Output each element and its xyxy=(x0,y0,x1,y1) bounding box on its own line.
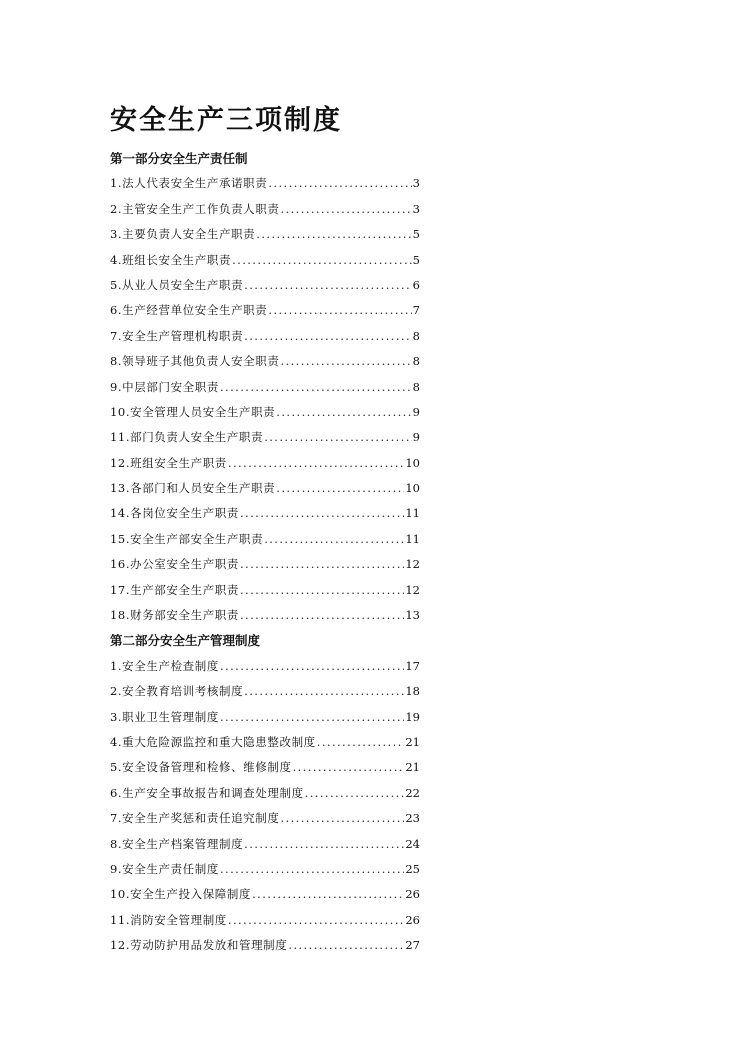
toc-entry[interactable] xyxy=(110,222,420,247)
toc-page-number: 8 xyxy=(412,328,420,343)
toc-page-number: 17 xyxy=(405,658,420,673)
dot-leader xyxy=(240,552,404,577)
dot-leader xyxy=(280,349,411,374)
toc-entry-title: 4.班组长安全生产职责 xyxy=(110,252,232,267)
dot-leader xyxy=(268,298,411,323)
dot-leader xyxy=(244,273,412,298)
dot-leader xyxy=(220,705,404,730)
toc-entry[interactable] xyxy=(110,679,420,704)
dot-leader xyxy=(252,882,404,907)
dot-leader xyxy=(228,451,404,476)
toc-entry[interactable] xyxy=(110,501,420,526)
toc-page-number: 3 xyxy=(412,176,420,191)
toc-entry[interactable] xyxy=(110,578,420,603)
dot-leader xyxy=(288,933,404,958)
toc-entry-title: 8.领导班子其他负责人安全职责 xyxy=(110,354,280,369)
toc-entry-title: 11.消防安全管理制度 xyxy=(110,912,227,927)
toc-entry-title: 7.安全生产管理机构职责 xyxy=(110,328,244,343)
toc-entry[interactable] xyxy=(110,349,420,374)
toc-entry-title: 15.安全生产部安全生产职责 xyxy=(110,531,264,546)
dot-leader xyxy=(264,527,404,552)
toc-page-number: 12 xyxy=(405,557,420,572)
toc-entry-title: 11.部门负责人安全生产职责 xyxy=(110,430,264,445)
toc-entry[interactable] xyxy=(110,552,420,577)
toc-entry[interactable] xyxy=(110,806,420,831)
toc-page-number: 21 xyxy=(405,734,420,749)
toc-entry-title: 4.重大危险源监控和重大隐患整改制度 xyxy=(110,734,316,749)
dot-leader xyxy=(276,400,411,425)
dot-leader xyxy=(280,197,411,222)
toc-page-number: 12 xyxy=(405,582,420,597)
toc-page-number: 27 xyxy=(405,938,420,953)
toc-page-number: 5 xyxy=(412,227,420,242)
toc-entry-title: 1.法人代表安全生产承诺职责 xyxy=(110,176,268,191)
dot-leader xyxy=(256,222,411,247)
toc-entry-title: 16.办公室安全生产职责 xyxy=(110,557,239,572)
toc-entry-title: 6.生产安全事故报告和调查处理制度 xyxy=(110,785,304,800)
toc-entry[interactable] xyxy=(110,298,420,323)
toc-entry[interactable] xyxy=(110,705,420,730)
dot-leader xyxy=(240,501,404,526)
toc-entry-title: 14.各岗位安全生产职责 xyxy=(110,506,239,521)
dot-leader xyxy=(276,476,404,501)
dot-leader xyxy=(228,908,404,933)
toc-entry[interactable] xyxy=(110,248,420,273)
toc-page-number: 6 xyxy=(412,277,420,292)
toc-entry[interactable] xyxy=(110,273,420,298)
toc-page-number: 18 xyxy=(405,684,420,699)
toc-page-number: 11 xyxy=(405,506,420,521)
toc-page-number: 23 xyxy=(405,811,420,826)
toc-page-number: 26 xyxy=(405,912,420,927)
toc-entry[interactable] xyxy=(110,755,420,780)
toc-page-number: 19 xyxy=(405,709,420,724)
toc-page-number: 26 xyxy=(405,887,420,902)
toc-section-heading: 第一部分安全生产责任制 xyxy=(110,151,248,166)
toc-entry[interactable] xyxy=(110,654,420,679)
table-of-contents xyxy=(110,146,420,959)
dot-leader xyxy=(268,171,411,196)
toc-page-number: 8 xyxy=(412,354,420,369)
toc-page-number: 11 xyxy=(405,531,420,546)
toc-entry[interactable] xyxy=(110,171,420,196)
toc-page-number: 21 xyxy=(405,760,420,775)
toc-entry-title: 12.班组安全生产职责 xyxy=(110,455,227,470)
toc-entry[interactable] xyxy=(110,451,420,476)
toc-entry-title: 9.安全生产责任制度 xyxy=(110,861,219,876)
toc-section-heading: 第二部分安全生产管理制度 xyxy=(110,633,261,649)
toc-entry[interactable] xyxy=(110,933,420,958)
toc-entry-title: 2.安全教育培训考核制度 xyxy=(110,684,244,699)
toc-entry[interactable] xyxy=(110,781,420,806)
toc-entry[interactable] xyxy=(110,476,420,501)
toc-page-number: 9 xyxy=(412,430,420,445)
toc-page-number: 10 xyxy=(405,455,420,470)
toc-page-number: 10 xyxy=(405,481,420,496)
toc-entry-title: 8.安全生产档案管理制度 xyxy=(110,836,244,851)
toc-entry-title: 12.劳动防护用品发放和管理制度 xyxy=(110,938,288,953)
toc-entry[interactable] xyxy=(110,324,420,349)
toc-entry[interactable] xyxy=(110,730,420,755)
toc-entry[interactable] xyxy=(110,832,420,857)
toc-entry-title: 18.财务部安全生产职责 xyxy=(110,608,239,623)
toc-entry-title: 13.各部门和人员安全生产职责 xyxy=(110,481,276,496)
dot-leader xyxy=(280,806,404,831)
toc-entry-title: 17.生产部安全生产职责 xyxy=(110,582,239,597)
toc-page-number: 24 xyxy=(405,836,420,851)
toc-entry[interactable] xyxy=(110,882,420,907)
dot-leader xyxy=(293,755,405,780)
toc-page-number: 9 xyxy=(412,404,420,419)
toc-page-number: 8 xyxy=(412,379,420,394)
document-title: 安全生产三项制度 xyxy=(110,105,342,136)
dot-leader xyxy=(220,857,404,882)
toc-entry[interactable] xyxy=(110,197,420,222)
dot-leader xyxy=(220,375,412,400)
toc-entry-title: 3.主要负责人安全生产职责 xyxy=(110,227,256,242)
toc-entry[interactable] xyxy=(110,375,420,400)
toc-entry-title: 6.生产经营单位安全生产职责 xyxy=(110,303,268,318)
dot-leader xyxy=(240,578,404,603)
toc-page-number: 7 xyxy=(412,303,420,318)
dot-leader xyxy=(232,248,412,273)
dot-leader xyxy=(244,324,412,349)
toc-entry-title: 5.安全设备管理和检修、维修制度 xyxy=(110,760,292,775)
toc-entry[interactable] xyxy=(110,400,420,425)
toc-entry-title: 2.主管安全生产工作负责人职责 xyxy=(110,201,280,216)
toc-entry[interactable] xyxy=(110,908,420,933)
toc-entry[interactable] xyxy=(110,425,420,450)
dot-leader xyxy=(220,654,404,679)
dot-leader xyxy=(244,679,404,704)
dot-leader xyxy=(244,832,404,857)
dot-leader xyxy=(240,603,404,628)
toc-entry-title: 9.中层部门安全职责 xyxy=(110,379,219,394)
toc-entry-title: 7.安全生产奖惩和责任追究制度 xyxy=(110,811,280,826)
toc-entry[interactable] xyxy=(110,603,420,628)
toc-page-number: 22 xyxy=(405,785,420,800)
toc-entry[interactable] xyxy=(110,527,420,552)
toc-page-number: 25 xyxy=(405,861,420,876)
toc-page-number: 3 xyxy=(412,201,420,216)
toc-entry-title: 1.安全生产检查制度 xyxy=(110,658,219,673)
toc-entry[interactable] xyxy=(110,857,420,882)
dot-leader xyxy=(317,730,405,755)
toc-page-number: 13 xyxy=(405,608,420,623)
toc-entry-title: 10.安全管理人员安全生产职责 xyxy=(110,404,276,419)
toc-page-number: 5 xyxy=(412,252,420,267)
toc-entry-title: 3.职业卫生管理制度 xyxy=(110,709,219,724)
toc-entry-title: 10.安全生产投入保障制度 xyxy=(110,887,252,902)
toc-entry-title: 5.从业人员安全生产职责 xyxy=(110,277,244,292)
dot-leader xyxy=(264,425,411,450)
dot-leader xyxy=(305,781,405,806)
